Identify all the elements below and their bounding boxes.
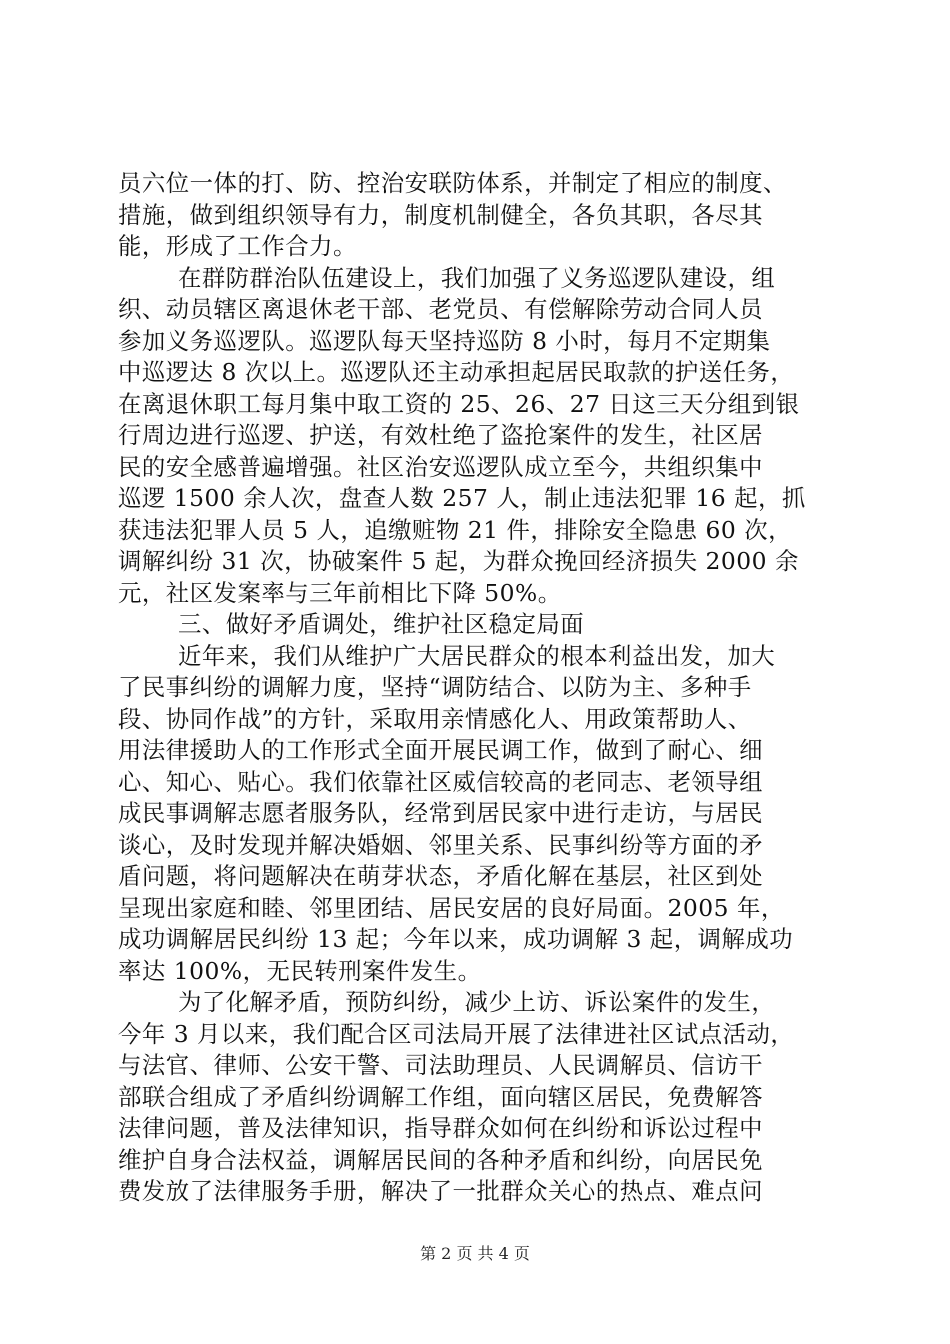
text-line: 与法官、律师、公安干警、司法助理员、人民调解员、信访干 [118,1051,764,1079]
text-line: 三、做好矛盾调处，维护社区稳定局面 [178,610,585,638]
text-line: 中巡逻达 8 次以上。巡逻队还主动承担起居民取款的护送任务， [118,358,795,386]
text-line: 员六位一体的打、防、控治安联防体系，并制定了相应的制度、 [118,169,787,197]
text-line: 成功调解居民纠纷 13 起；今年以来，成功调解 3 起，调解成功 [118,925,794,953]
text-line: 用法律援助人的工作形式全面开展民调工作，做到了耐心、细 [118,736,764,764]
text-line: 段、协同作战”的方针，采取用亲情感化人、用政策帮助人、 [118,704,752,733]
text-line: 率达 100%，无民转刑案件发生。 [118,956,482,985]
document-body [118,168,850,1208]
text-line: 元，社区发案率与三年前相比下降 50%。 [118,578,562,607]
text-line: 近年来，我们从维护广大居民群众的根本利益出发，加大 [178,641,776,670]
text-line: 心、知心、贴心。我们依靠社区威信较高的老同志、老领导组 [118,767,764,796]
text-line: 维护自身合法权益，调解居民间的各种矛盾和纠纷，向居民免 [118,1145,764,1174]
text-line: 今年 3 月以来，我们配合区司法局开展了法律进社区试点活动， [118,1019,795,1048]
text-line: 调解纠纷 31 次，协破案件 5 起，为群众挽回经济损失 2000 余 [118,547,799,575]
text-line: 措施，做到组织领导有力，制度机制健全，各负其职，各尽其 [118,200,764,229]
text-line: 部联合组成了矛盾纠纷调解工作组，面向辖区居民，免费解答 [118,1082,764,1111]
text-line: 在群防群治队伍建设上，我们加强了义务巡逻队建设，组 [178,263,776,292]
text-line: 了民事纠纷的调解力度，坚持“调防结合、以防为主、多种手 [118,673,752,701]
text-line: 在离退休职工每月集中取工资的 25、26、27 日这三天分组到银 [118,389,800,418]
text-line: 呈现出家庭和睦、邻里团结、居民安居的良好局面。2005 年， [118,893,785,922]
text-line: 巡逻 1500 余人次，盘查人数 257 人，制止违法犯罪 16 起，抓 [118,484,806,512]
text-line: 为了化解矛盾，预防纠纷，减少上访、诉讼案件的发生， [178,988,776,1016]
text-line: 行周边进行巡逻、护送，有效杜绝了盗抢案件的发生，社区居 [118,421,764,449]
text-line: 获违法犯罪人员 5 人，追缴赃物 21 件，排除安全隐患 60 次， [118,515,793,544]
text-line: 织、动员辖区离退休老干部、老党员、有偿解除劳动合同人员 [118,295,764,323]
text-line: 谈心，及时发现并解决婚姻、邻里关系、民事纠纷等方面的矛 [118,830,764,859]
text-line: 民的安全感普遍增强。社区治安巡逻队成立至今，共组织集中 [118,452,764,481]
text-line: 盾问题，将问题解决在萌芽状态，矛盾化解在基层，社区到处 [118,862,764,890]
text-line: 参加义务巡逻队。巡逻队每天坚持巡防 8 小时，每月不定期集 [118,326,771,355]
text-line: 费发放了法律服务手册，解决了一批群众关心的热点、难点问 [118,1177,764,1205]
text-line: 法律问题，普及法律知识，指导群众如何在纠纷和诉讼过程中 [118,1114,764,1142]
page-footer: 第 2 页 共 4 页 [420,1244,530,1263]
text-line: 成民事调解志愿者服务队，经常到居民家中进行走访，与居民 [118,799,764,827]
text-line: 能，形成了工作合力。 [118,232,357,260]
